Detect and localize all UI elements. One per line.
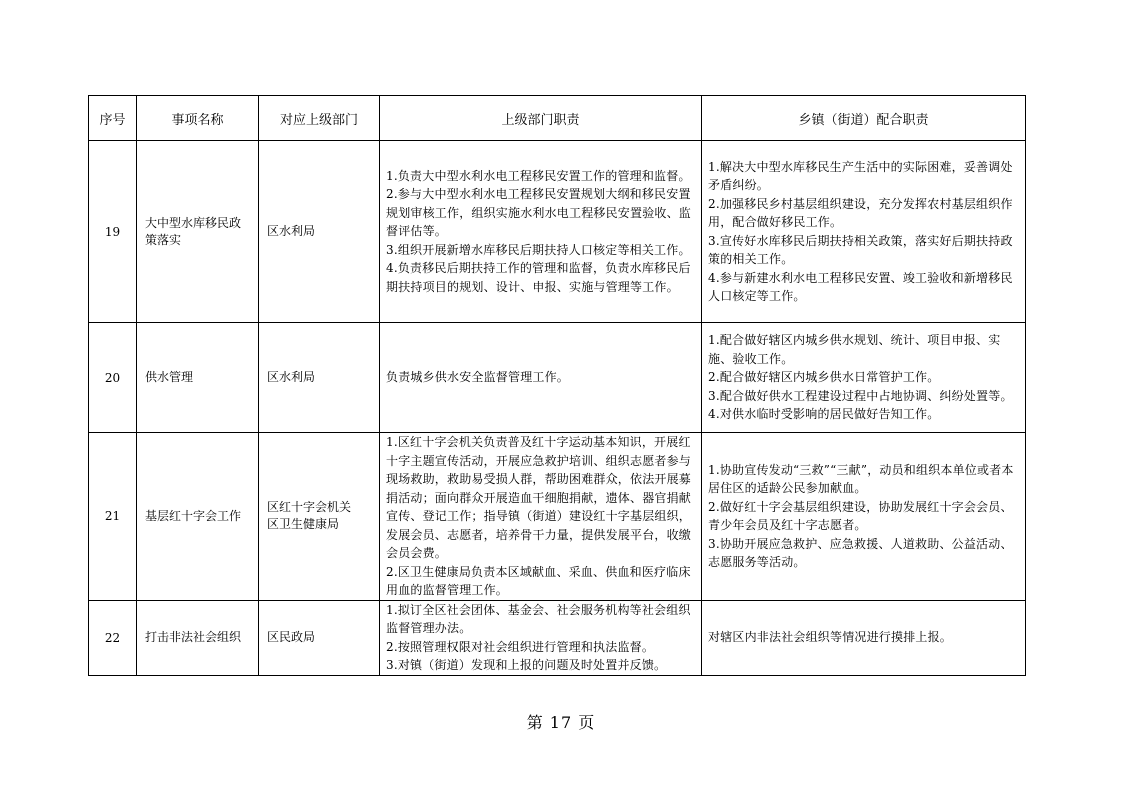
coop-item: 1.解决大中型水库移民生产生活中的实际困难，妥善调处矛盾纠纷。 [708, 159, 1013, 192]
table-row [89, 141, 1026, 323]
header-number: 序号 [89, 96, 137, 141]
coop-item: 2.加强移民乡村基层组织建设，充分发挥农村基层组织作用，配合做好移民工作。 [708, 196, 1013, 229]
header-superior-dept: 对应上级部门 [259, 96, 380, 141]
superior-dept [259, 433, 380, 601]
superior-dept [259, 600, 380, 675]
table-row [89, 600, 1026, 675]
duty-item: 2.按照管理权限对社会组织进行管理和执法监督。 [386, 639, 655, 654]
coop-item: 3.协助开展应急救护、应急救援、人道救助、公益活动、志愿服务等活动。 [708, 536, 1013, 570]
superior-duty [380, 141, 702, 323]
superior-duty [380, 323, 702, 433]
superior-dept [259, 323, 380, 433]
item-name: 打击非法社会组织 [137, 600, 259, 675]
dept-line: 区水利局 [267, 370, 316, 384]
header-superior-duty: 上级部门职责 [380, 96, 702, 141]
coop-item: 4.对供水临时受影响的居民做好告知工作。 [708, 407, 940, 422]
dept-line: 区红十字会机关 [267, 500, 352, 515]
table-header-row [89, 96, 1026, 141]
header-item-name: 事项名称 [137, 96, 259, 141]
superior-duty [380, 600, 702, 675]
row-number: 21 [89, 433, 137, 601]
item-name: 大中型水库移民政策落实 [137, 141, 259, 323]
row-number: 19 [89, 141, 137, 323]
duty-table [88, 95, 1026, 676]
dept-line: 区民政局 [267, 630, 316, 644]
town-duty [702, 141, 1026, 323]
duty-item: 2.参与大中型水利水电工程移民安置规划大纲和移民安置规划审核工作，组织实施水利水电工程移民安置验收、监督评估等。 [386, 187, 692, 239]
duty-item: 1.拟订全区社会团体、基金会、社会服务机构等社会组织监督管理办法。 [386, 602, 691, 635]
coop-item: 1.协助宣传发动“三救”“三献”，动员和组织本单位或者本居住区的适龄公民参加献血。 [708, 462, 1014, 496]
row-number: 20 [89, 323, 137, 433]
coop-item: 3.宣传好水库移民后期扶持相关政策，落实好后期扶持政策的相关工作。 [708, 233, 1013, 266]
coop-item: 2.配合做好辖区内城乡供水日常管护工作。 [708, 370, 940, 385]
table-row [89, 433, 1026, 601]
duty-item: 2.区卫生健康局负责本区域献血、采血、供血和医疗临床用血的监督管理工作。 [386, 564, 691, 597]
coop-item: 4.参与新建水利水电工程移民安置、竣工验收和新增移民人口核定等工作。 [708, 270, 1013, 303]
town-duty [702, 323, 1026, 433]
coop-item: 1.配合做好辖区内城乡供水规划、统计、项目申报、实施、验收工作。 [708, 333, 1001, 366]
coop-item: 2.做好红十字会基层组织建设，协助发展红十字会会员、青少年会员及红十字志愿者。 [708, 499, 1013, 533]
item-name: 基层红十字会工作 [137, 433, 259, 601]
coop-item: 3.配合做好供水工程建设过程中占地协调、纠纷处置等。 [708, 388, 1013, 403]
item-name: 供水管理 [137, 323, 259, 433]
duty-item: 1.区红十字会机关负责普及红十字运动基本知识，开展红十字主题宣传活动，开展应急救护培训、组织志愿者参与现场救助，救助易受损人群，帮助困难群众，依法开展募捐活动；面向群众开展造血干细胞捐献，遗体、器官捐献宣传、登记工作；指导镇（街道）建设红十字基层组织，发展会员、志愿者，培养骨干力量，提供发展平台，收缴会员会费。 [386, 435, 692, 560]
duty-item: 负责城乡供水安全监督管理工作。 [386, 370, 570, 385]
duty-item: 3.对镇（街道）发现和上报的问题及时处置并反馈。 [386, 658, 667, 672]
dept-line: 区水利局 [267, 224, 316, 238]
coop-item: 对辖区内非法社会组织等情况进行摸排上报。 [708, 630, 953, 645]
town-duty [702, 433, 1026, 601]
table-row [89, 323, 1026, 433]
header-town-duty: 乡镇（街道）配合职责 [702, 96, 1026, 141]
duty-item: 4.负责移民后期扶持工作的管理和监督，负责水库移民后期扶持项目的规划、设计、申报、实施与管理等工作。 [386, 261, 691, 294]
dept-line: 区卫生健康局 [267, 517, 340, 532]
superior-duty [380, 433, 702, 601]
duty-item: 3.组织开展新增水库移民后期扶持人口核定等相关工作。 [386, 242, 691, 257]
superior-dept [259, 141, 380, 323]
row-number: 22 [89, 600, 137, 675]
page-number: 第 17 页 [526, 713, 596, 732]
duty-item: 1.负责大中型水利水电工程移民安置工作的管理和监督。 [386, 168, 691, 183]
town-duty [702, 600, 1026, 675]
